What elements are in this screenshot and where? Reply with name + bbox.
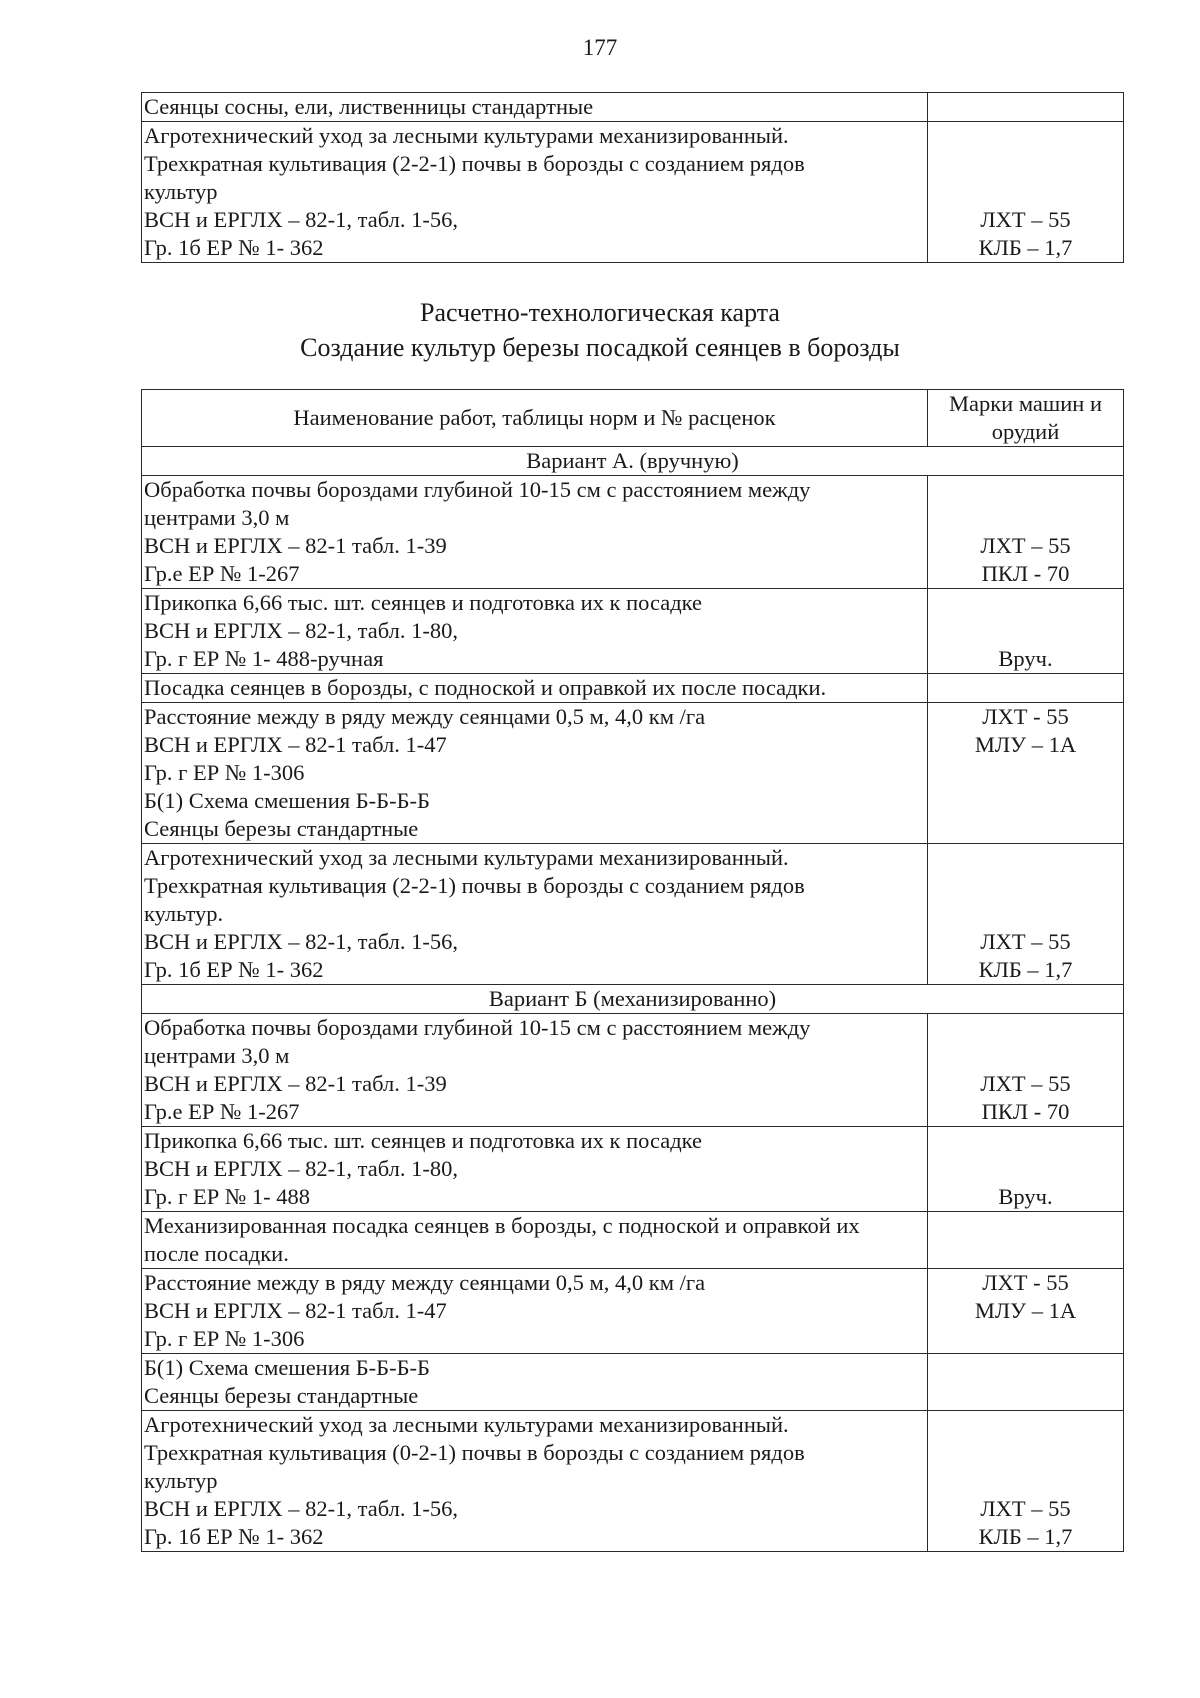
variant-a-row <box>142 447 1124 476</box>
table-row <box>142 93 1124 122</box>
machine-brand-line <box>928 844 1123 872</box>
work-description-cell <box>142 844 928 985</box>
page-number: 177 <box>582 35 618 60</box>
variant-a-label: Вариант А. (вручную) <box>142 447 1124 476</box>
machine-brand-cell <box>928 674 1124 703</box>
machine-brand-line: ЛХТ - 55 <box>982 704 1069 729</box>
table-row <box>142 703 1124 844</box>
work-description-line: ВСН и ЕРГЛХ – 82-1 табл. 1-47 <box>144 1298 447 1323</box>
card-subtitle: Создание культур березы посадкой сеянцев в борозды <box>300 333 900 362</box>
header-works-name: Наименование работ, таблицы норм и № расценок <box>142 390 928 447</box>
work-description-line: Агротехнический уход за лесными культурами механизированный. <box>144 1412 789 1437</box>
work-description-line: культур <box>144 179 218 204</box>
machine-brand-line <box>928 872 1123 900</box>
table-row <box>142 1212 1124 1269</box>
work-description-line: Гр. г ЕР № 1- 488-ручная <box>144 646 384 671</box>
work-description-line: Трехкратная культивация (2-2-1) почвы в борозды с созданием рядов <box>144 873 805 898</box>
machine-brand-line <box>928 1127 1123 1155</box>
table-row <box>142 1411 1124 1552</box>
work-description-line: после посадки. <box>144 1241 289 1266</box>
table-row <box>142 674 1124 703</box>
variant-b-label: Вариант Б (механизированно) <box>142 985 1124 1014</box>
machine-brand-line <box>928 1014 1123 1042</box>
work-description-line: Обработка почвы бороздами глубиной 10-15 см с расстоянием между <box>144 1015 811 1040</box>
work-description-line: ВСН и ЕРГЛХ – 82-1 табл. 1-47 <box>144 732 447 757</box>
table-row <box>142 1127 1124 1212</box>
work-description-line: Прикопка 6,66 тыс. шт. сеянцев и подготовка их к посадке <box>144 1128 703 1153</box>
header-machines-line: Марки машин и <box>949 391 1102 416</box>
work-description-line: Б(1) Схема смешения Б-Б-Б-Б <box>144 1355 430 1380</box>
work-description-line: Гр. г ЕР № 1-306 <box>144 760 305 785</box>
work-description-line: ВСН и ЕРГЛХ – 82-1 табл. 1-39 <box>144 1071 447 1096</box>
work-description-line: культур <box>144 1468 218 1493</box>
machine-brand-line <box>928 1155 1123 1183</box>
machine-brand-line: КЛБ – 1,7 <box>978 235 1073 260</box>
machine-brand-line <box>928 1354 1123 1382</box>
work-description-line: центрами 3,0 м <box>144 505 290 530</box>
work-description-cell <box>142 589 928 674</box>
machine-brand-line: ЛХТ – 55 <box>980 533 1071 558</box>
machine-brand-cell <box>928 1127 1124 1212</box>
work-description-cell <box>142 122 928 263</box>
machine-brand-line: Вруч. <box>998 646 1053 671</box>
variant-b-row <box>142 985 1124 1014</box>
work-description-line: Трехкратная культивация (0-2-1) почвы в борозды с созданием рядов <box>144 1440 805 1465</box>
work-description-line: Обработка почвы бороздами глубиной 10-15 см с расстоянием между <box>144 477 811 502</box>
machine-brand-cell <box>928 1212 1124 1269</box>
machine-brand-line <box>928 178 1123 206</box>
work-description-line: Расстояние между в ряду между сеянцами 0,5 м, 4,0 км /га <box>144 1270 706 1295</box>
work-description-line: Гр.е ЕР № 1-267 <box>144 1099 300 1124</box>
machine-brand-line <box>928 589 1123 617</box>
work-description-cell <box>142 93 928 122</box>
table-row <box>142 476 1124 589</box>
work-description-cell <box>142 1354 928 1411</box>
work-description-line: ВСН и ЕРГЛХ – 82-1, табл. 1-80, <box>144 618 458 643</box>
machine-brand-line <box>928 900 1123 928</box>
machine-brand-line: ПКЛ - 70 <box>981 561 1070 586</box>
work-description-cell <box>142 674 928 703</box>
machine-brand-line <box>928 1382 1123 1410</box>
card-title: Расчетно-технологическая карта <box>420 298 780 327</box>
machine-brand-line <box>928 476 1123 504</box>
top-table <box>141 92 1124 263</box>
machine-brand-line <box>928 1439 1123 1467</box>
work-description-line: Расстояние между в ряду между сеянцами 0,5 м, 4,0 км /га <box>144 704 706 729</box>
machine-brand-line <box>928 617 1123 645</box>
machine-brand-cell <box>928 1014 1124 1127</box>
work-description-cell <box>142 1127 928 1212</box>
machine-brand-line <box>928 93 1123 121</box>
machine-brand-cell <box>928 1354 1124 1411</box>
work-description-line: ВСН и ЕРГЛХ – 82-1, табл. 1-56, <box>144 1496 458 1521</box>
work-description-line: ВСН и ЕРГЛХ – 82-1, табл. 1-56, <box>144 929 458 954</box>
work-description-line: Гр. 1б ЕР № 1- 362 <box>144 1524 324 1549</box>
machine-brand-cell <box>928 93 1124 122</box>
work-description-line: Прикопка 6,66 тыс. шт. сеянцев и подготовка их к посадке <box>144 590 703 615</box>
work-description-line: Гр. г ЕР № 1-306 <box>144 1326 305 1351</box>
work-description-line: ВСН и ЕРГЛХ – 82-1 табл. 1-39 <box>144 533 447 558</box>
work-description-line: Гр. 1б ЕР № 1- 362 <box>144 235 324 260</box>
machine-brand-line <box>928 815 1123 843</box>
machine-brand-cell <box>928 1411 1124 1552</box>
machine-brand-cell <box>928 703 1124 844</box>
table-row <box>142 1014 1124 1127</box>
header-machines <box>928 390 1124 447</box>
work-description-cell <box>142 1269 928 1354</box>
work-description-line: Б(1) Схема смешения Б-Б-Б-Б <box>144 788 430 813</box>
work-description-line: культур. <box>144 901 224 926</box>
table-row <box>142 1354 1124 1411</box>
machine-brand-line: КЛБ – 1,7 <box>978 957 1073 982</box>
technology-card-table <box>141 389 1124 1552</box>
machine-brand-line <box>928 150 1123 178</box>
work-description-line: Механизированная посадка сеянцев в борозды, с подноской и оправкой их <box>144 1213 860 1238</box>
machine-brand-line <box>928 1467 1123 1495</box>
header-machines-line: орудий <box>991 419 1060 444</box>
table-header-row <box>142 390 1124 447</box>
machine-brand-line: ЛХТ - 55 <box>982 1270 1069 1295</box>
work-description-cell <box>142 703 928 844</box>
machine-brand-line: ЛХТ – 55 <box>980 207 1071 232</box>
work-description-line: Сеянцы березы стандартные <box>144 1383 419 1408</box>
machine-brand-line: ЛХТ – 55 <box>980 1496 1071 1521</box>
work-description-line: Гр. г ЕР № 1- 488 <box>144 1184 311 1209</box>
machine-brand-line: ЛХТ – 55 <box>980 1071 1071 1096</box>
table-row <box>142 122 1124 263</box>
work-description-line: Агротехнический уход за лесными культурами механизированный. <box>144 845 789 870</box>
work-description-line: Сеянцы березы стандартные <box>144 816 419 841</box>
machine-brand-cell <box>928 122 1124 263</box>
work-description-cell <box>142 476 928 589</box>
table-row <box>142 589 1124 674</box>
work-description-line: Сеянцы сосны, ели, лиственницы стандартные <box>144 94 594 119</box>
work-description-line: ВСН и ЕРГЛХ – 82-1, табл. 1-56, <box>144 207 458 232</box>
machine-brand-line: КЛБ – 1,7 <box>978 1524 1073 1549</box>
machine-brand-cell <box>928 476 1124 589</box>
work-description-line: центрами 3,0 м <box>144 1043 290 1068</box>
machine-brand-line <box>928 674 1123 702</box>
work-description-line: Гр. 1б ЕР № 1- 362 <box>144 957 324 982</box>
machine-brand-line: МЛУ – 1А <box>974 732 1077 757</box>
work-description-line: Трехкратная культивация (2-2-1) почвы в борозды с созданием рядов <box>144 151 805 176</box>
work-description-line: Посадка сеянцев в борозды, с подноской и оправкой их после посадки. <box>144 675 827 700</box>
work-description-line: ВСН и ЕРГЛХ – 82-1, табл. 1-80, <box>144 1156 458 1181</box>
machine-brand-line: ПКЛ - 70 <box>981 1099 1070 1124</box>
work-description-cell <box>142 1014 928 1127</box>
machine-brand-cell <box>928 1269 1124 1354</box>
work-description-line: Гр.е ЕР № 1-267 <box>144 561 300 586</box>
machine-brand-line <box>928 759 1123 787</box>
machine-brand-line: ЛХТ – 55 <box>980 929 1071 954</box>
machine-brand-line <box>928 1411 1123 1439</box>
machine-brand-cell <box>928 589 1124 674</box>
machine-brand-line <box>928 1325 1123 1353</box>
work-description-cell <box>142 1411 928 1552</box>
machine-brand-line <box>928 122 1123 150</box>
machine-brand-line <box>928 1212 1123 1240</box>
machine-brand-line <box>928 504 1123 532</box>
machine-brand-cell <box>928 844 1124 985</box>
table-row <box>142 1269 1124 1354</box>
machine-brand-line <box>928 1240 1123 1268</box>
machine-brand-line: МЛУ – 1А <box>974 1298 1077 1323</box>
machine-brand-line <box>928 787 1123 815</box>
machine-brand-line: Вруч. <box>998 1184 1053 1209</box>
table-row <box>142 844 1124 985</box>
work-description-line: Агротехнический уход за лесными культурами механизированный. <box>144 123 789 148</box>
machine-brand-line <box>928 1042 1123 1070</box>
work-description-cell <box>142 1212 928 1269</box>
